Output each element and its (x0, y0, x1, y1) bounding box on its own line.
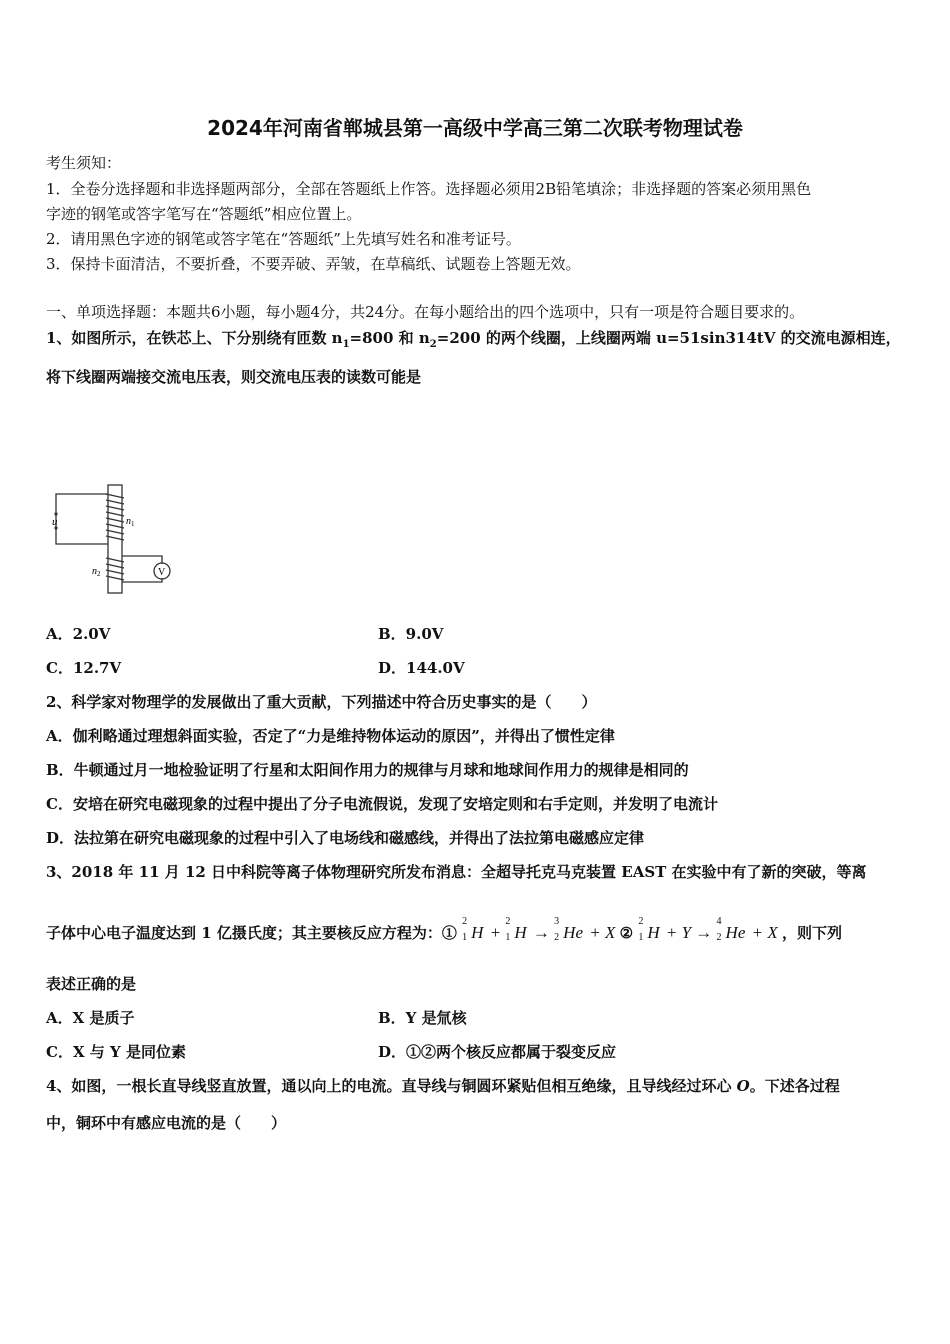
reaction-equation-2: 2 1 H + Y → 4 2 He + X (638, 916, 778, 943)
q1-option-c[interactable]: C．12.7V (46, 659, 122, 677)
notice-item-3: 3．保持卡面清洁，不要折叠，不要弄破、弄皱，在草稿纸、试题卷上答题无效。 (46, 255, 581, 273)
notice-item-1-cont: 字迹的钢笔或答字笔写在“答题纸”相应位置上。 (46, 205, 362, 223)
q1-option-a[interactable]: A．2.0V (46, 625, 111, 643)
q3-option-d[interactable]: D．①②两个核反应都属于裂变反应 (378, 1043, 617, 1061)
n1-label: $n_1$ (126, 516, 135, 528)
q2-stem: 2、科学家对物理学的发展做出了重大贡献，下列描述中符合历史事实的是（ ） (46, 693, 597, 711)
voltmeter-label: V (158, 567, 166, 578)
q1-option-d[interactable]: D．144.0V (378, 659, 465, 677)
q3-stem-line1: 3、2018 年 11 月 12 日中科院等离子体物理研究所发布消息：全超导托克马克装置 EAST 在实验中有了新的突破，等离 (46, 863, 867, 881)
q3-stem-line2: 子体中心电子温度达到 1 亿摄氏度；其主要核反应方程为：① 2 1 H + 2 1 H → 3 2 He + X ② 2 1 H + Y → 4 2 He + X ，则下列 (46, 916, 843, 943)
q1-option-b[interactable]: B．9.0V (378, 625, 444, 643)
notice-item-1: 1．全卷分选择题和非选择题两部分，全部在答题纸上作答。选择题必须用2B铅笔填涂；非选择题的答案必须用黑色 (46, 180, 812, 198)
q4-stem-line2: 中，铜环中有感应电流的是（ ） (46, 1114, 287, 1132)
section-heading: 一、单项选择题：本题共6小题，每小题4分，共24分。在每小题给出的四个选项中，只有一项是符合题目要求的。 (46, 303, 805, 321)
upper-circuit (56, 494, 108, 544)
q1-stem-line1: 1、如图所示，在铁芯上、下分别绕有匝数 $n_1=800$ 和 $n_2=200$ 的两个线圈，上线圈两端 u=51sin314tV 的交流电源相连， (46, 329, 901, 350)
notice-item-2: 2．请用黑色字迹的钢笔或答字笔在“答题纸”上先填写姓名和准考证号。 (46, 230, 521, 248)
source-label: u (52, 516, 58, 528)
notice-heading: 考生须知： (46, 154, 122, 172)
page-title: 2024年河南省郸城县第一高级中学高三第二次联考物理试卷 (207, 116, 743, 140)
q3-option-a[interactable]: A．X 是质子 (46, 1009, 135, 1027)
lower-circuit-top (122, 556, 162, 564)
transformer-figure (44, 482, 184, 597)
q4-stem-line1: 4、如图，一根长直导线竖直放置，通以向上的电流。直导线与铜圆环紧贴但相互绝缘，且导线经过环心 O。下述各过程 (46, 1077, 840, 1095)
q1-stem-line2: 将下线圈两端接交流电压表，则交流电压表的读数可能是 (46, 368, 422, 386)
reaction-equation-1: 2 1 H + 2 1 H → 3 2 He + X (462, 916, 616, 943)
q2-option-b[interactable]: B．牛顿通过月一地检验证明了行星和太阳间作用力的规律与月球和地球间作用力的规律是相同的 (46, 761, 689, 779)
q3-option-b[interactable]: B．Y 是氚核 (378, 1009, 467, 1027)
q3-stem-line3: 表述正确的是 (46, 975, 137, 993)
lower-circuit-bottom (122, 578, 162, 582)
upper-coil (106, 494, 124, 540)
q3-option-c[interactable]: C．X 与 Y 是同位素 (46, 1043, 186, 1061)
q2-option-a[interactable]: A．伽利略通过理想斜面实验，否定了“力是维持物体运动的原因”，并得出了惯性定律 (46, 727, 615, 745)
lower-coil (106, 558, 124, 580)
n2-label: $n_2$ (92, 566, 101, 578)
q2-option-c[interactable]: C．安培在研究电磁现象的过程中提出了分子电流假说，发现了安培定则和右手定则，并发明了电流计 (46, 795, 718, 813)
q2-option-d[interactable]: D．法拉第在研究电磁现象的过程中引入了电场线和磁感线，并得出了法拉第电磁感应定律 (46, 829, 645, 847)
